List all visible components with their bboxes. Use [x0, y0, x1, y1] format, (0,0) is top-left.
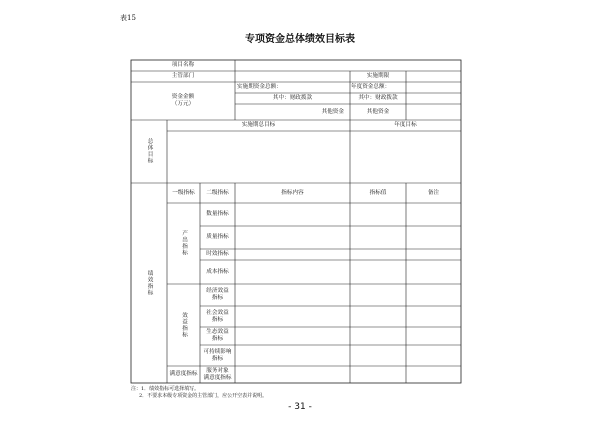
level1-header: 一级指标 [172, 189, 195, 196]
period-total-label: 实施期资金总额： [237, 84, 282, 90]
economic-line1: 经济效益 [206, 288, 229, 294]
department-label: 主管部门 [171, 73, 195, 79]
remark-header: 备注 [427, 189, 440, 196]
content-header: 指标内容 [281, 189, 304, 196]
other-funds-left-label: 其他资金 [321, 108, 344, 115]
economic-indicator-label [200, 284, 235, 306]
benefit-indicator-label: 效益指标 [181, 311, 187, 339]
social-indicator-label [200, 306, 235, 327]
service-satisfaction-label [200, 366, 235, 383]
other-funds-right-label: 其他资金 [366, 108, 390, 115]
satisfaction-level1-label: 满意度指标 [169, 371, 198, 377]
social-line2: 指标 [211, 316, 224, 323]
page-number: - 31 - [288, 402, 312, 412]
quantity-indicator-label: 数量指标 [206, 211, 229, 217]
cost-indicator-label: 成本指标 [206, 268, 229, 275]
sustain-indicator-label [200, 345, 235, 366]
value-header: 指标值 [369, 189, 387, 196]
eco-indicator-label [200, 327, 235, 345]
funds-label [131, 82, 235, 120]
economic-line2: 指标 [211, 295, 224, 301]
eco-line2: 指标 [211, 336, 224, 342]
performance-indicator-label: 绩效指标 [146, 269, 153, 297]
period-goal-header: 实施期总目标 [241, 122, 276, 128]
period-label: 实施期限 [366, 73, 390, 79]
social-line1: 社会效益 [206, 309, 229, 316]
level2-header: 二级指标 [206, 189, 229, 196]
eco-line1: 生态效益 [206, 329, 229, 335]
fiscal-left-label: 其中：财政拨款 [272, 95, 313, 101]
service-line2: 满意度指标 [203, 374, 232, 381]
annual-total-label: 年度资金总额： [351, 84, 391, 90]
sustain-line2: 指标 [211, 355, 224, 362]
project-name-value [235, 60, 461, 71]
note-1: 注：1．绩效指标可选择填写。 [131, 386, 200, 392]
sustain-line1: 可持续影响 [203, 348, 232, 355]
note-2: 2．不要求本级专项资金的主管部门，应公开空表并说明。 [139, 393, 268, 399]
document-title: 专项资金总体绩效目标表 [245, 34, 355, 45]
annual-goal-header: 年度目标 [394, 122, 417, 128]
output-indicator-label: 产出指标 [181, 230, 187, 257]
project-name-label: 项目名称 [171, 62, 195, 68]
timeliness-indicator-label: 时效指标 [206, 251, 229, 257]
overall-goal-label: 总体目标 [146, 138, 153, 165]
fiscal-right-label: 其中：财政拨款 [358, 95, 398, 101]
service-line1: 服务对象 [206, 367, 229, 374]
funds-label-line1: 资金金额 [171, 94, 195, 100]
document-label: 表15 [120, 14, 136, 22]
funds-label-line2: （万元） [171, 101, 195, 107]
quality-indicator-label: 质量指标 [206, 234, 229, 240]
